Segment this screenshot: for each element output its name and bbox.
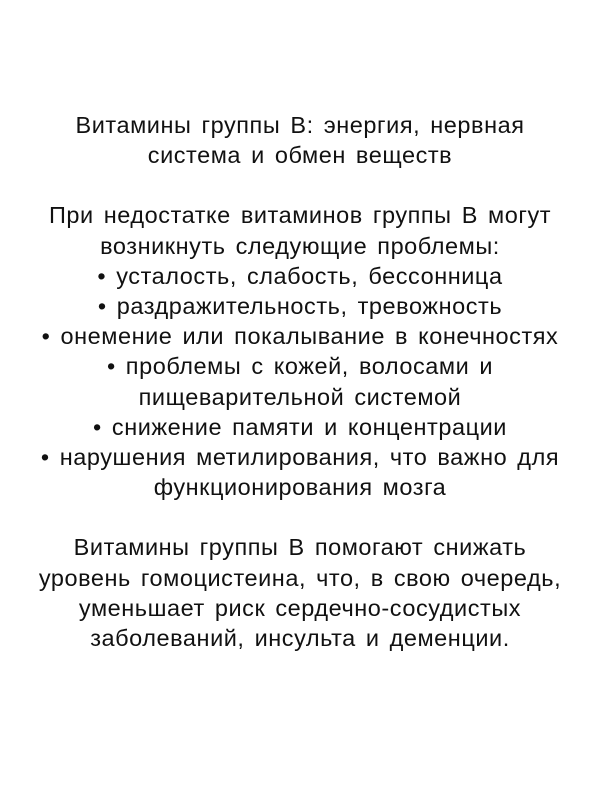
title-line: Витамины группы В: энергия, нервная (75, 112, 525, 138)
title-line: система и обмен веществ (147, 142, 453, 169)
benefits-line: уровень гомоцистеина, что, в свою очередь, (38, 564, 562, 591)
title-block (14, 110, 586, 170)
problems-intro-line: При недостатке витаминов группы В могут (48, 202, 552, 229)
problems-intro-line: возникнуть следующие проблемы: (100, 232, 500, 259)
problem-bullet-continuation: функционирования мозга (153, 474, 447, 501)
problem-bullet-item: • снижение памяти и концентрации (93, 413, 507, 440)
problem-bullet-item: • нарушения метилирования, что важно для (40, 444, 560, 471)
benefits-line: уменьшает риск сердечно-сосудистых (78, 594, 522, 621)
benefits-block (14, 532, 586, 653)
problem-bullet-continuation: пищеварительной системой (138, 383, 462, 410)
benefits-line: заболеваний, инсульта и деменции. (90, 625, 510, 652)
problem-bullet-item: • раздражительность, тревожность (97, 293, 503, 320)
problems-block (14, 200, 586, 502)
problem-bullet-item: • онемение или покалывание в конечностях (41, 323, 559, 350)
problem-bullet-item: • проблемы с кожей, волосами и (106, 353, 494, 380)
benefits-line: Витамины группы В помогают снижать (73, 534, 527, 561)
problem-bullet-item: • усталость, слабость, бессонница (97, 262, 503, 289)
